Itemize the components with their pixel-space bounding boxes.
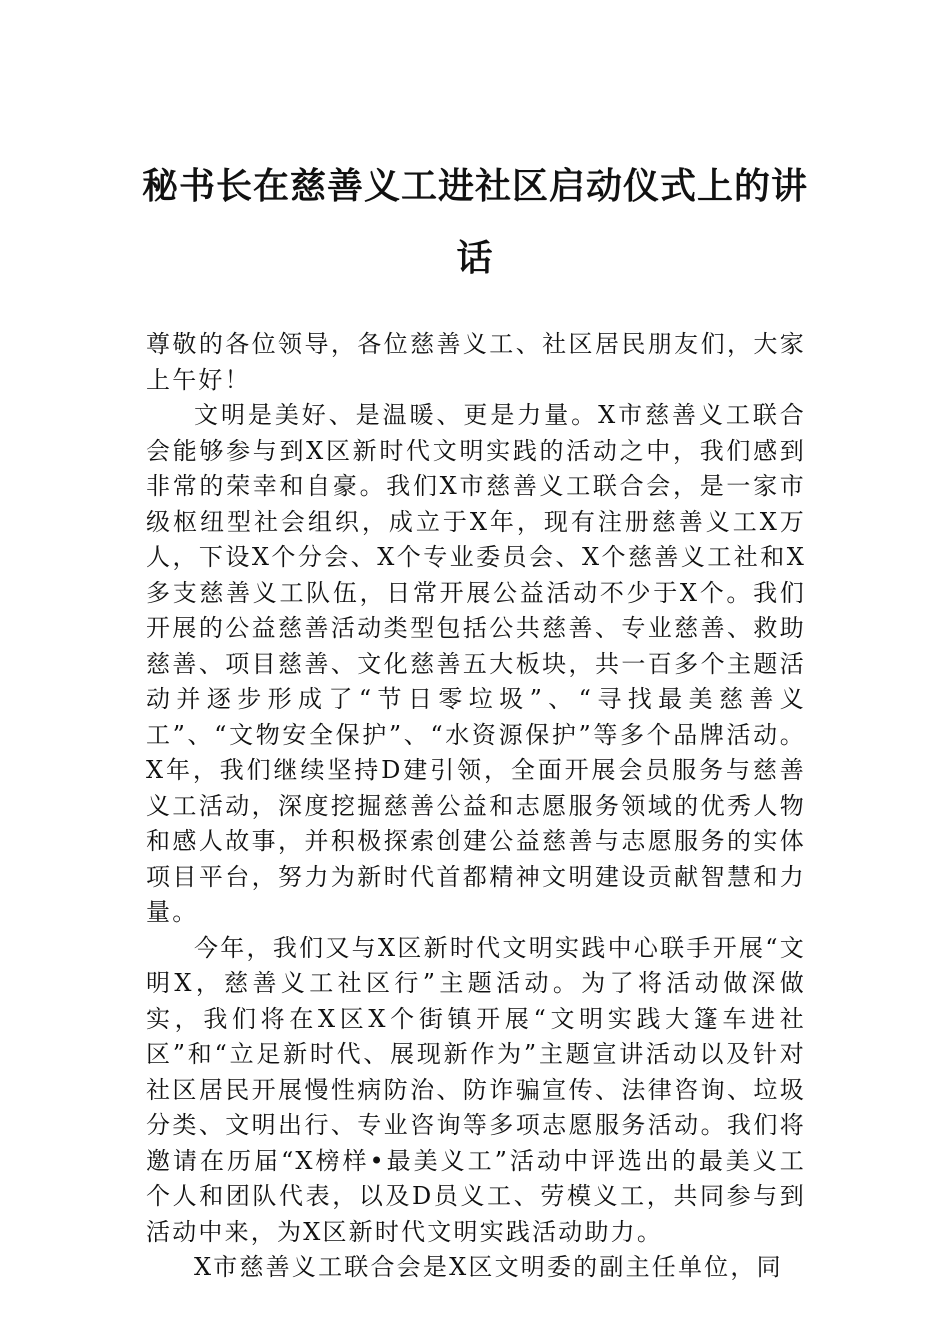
greeting-paragraph: 尊敬的各位领导，各位慈善义工、社区居民朋友们，大家上午好！ <box>146 330 806 394</box>
body-paragraph-2: 今年，我们又与X区新时代文明实践中心联手开展“文明X，慈善义工社区行”主题活动。为了将活动做深做实，我们将在X区X个街镇开展“文明实践大篷车进社区”和“立足新时代、展现新作为”主题宣讲活动以及针对社区居民开展慢性病防治、防诈骗宣传、法律咨询、垃圾分类、文明出行、专业咨询等多项志愿服务活动。我们将邀请在历届“X榜样•最美义工”活动中评选出的最美义工个人和团队代表，以及D员义工、劳模义工，共同参与到活动中来，为X区新时代文明实践活动助力。 <box>146 933 806 1246</box>
body-paragraph-1: 文明是美好、是温暖、更是力量。X市慈善义工联合会能够参与到X区新时代文明实践的活动之中，我们感到非常的荣幸和自豪。我们X市慈善义工联合会，是一家市级枢纽型社会组织，成立于X年，现有注册慈善义工X万人，下设X个分会、X个专业委员会、X个慈善义工社和X多支慈善义工队伍，日常开展公益活动不少于X个。我们开展的公益慈善活动类型包括公共慈善、专业慈善、救助慈善、项目慈善、文化慈善五大板块，共一百多个主题活动并逐步形成了“节日零垃圾”、“寻找最美慈善义工”、“文物安全保护”、“水资源保护”等多个品牌活动。X年，我们继续坚持D建引领，全面开展会员服务与慈善义工活动，深度挖掘慈善公益和志愿服务领域的优秀人物和感人故事，并积极探索创建公益慈善与志愿服务的实体项目平台，努力为新时代首都精神文明建设贡献智慧和力量。 <box>146 401 806 926</box>
document-title: 秘书长在慈善义工进社区启动仪式上的讲话 <box>141 165 808 279</box>
body-paragraph-3: X市慈善义工联合会是X区文明委的副主任单位，同 <box>194 1253 783 1281</box>
document-body <box>146 327 806 1286</box>
